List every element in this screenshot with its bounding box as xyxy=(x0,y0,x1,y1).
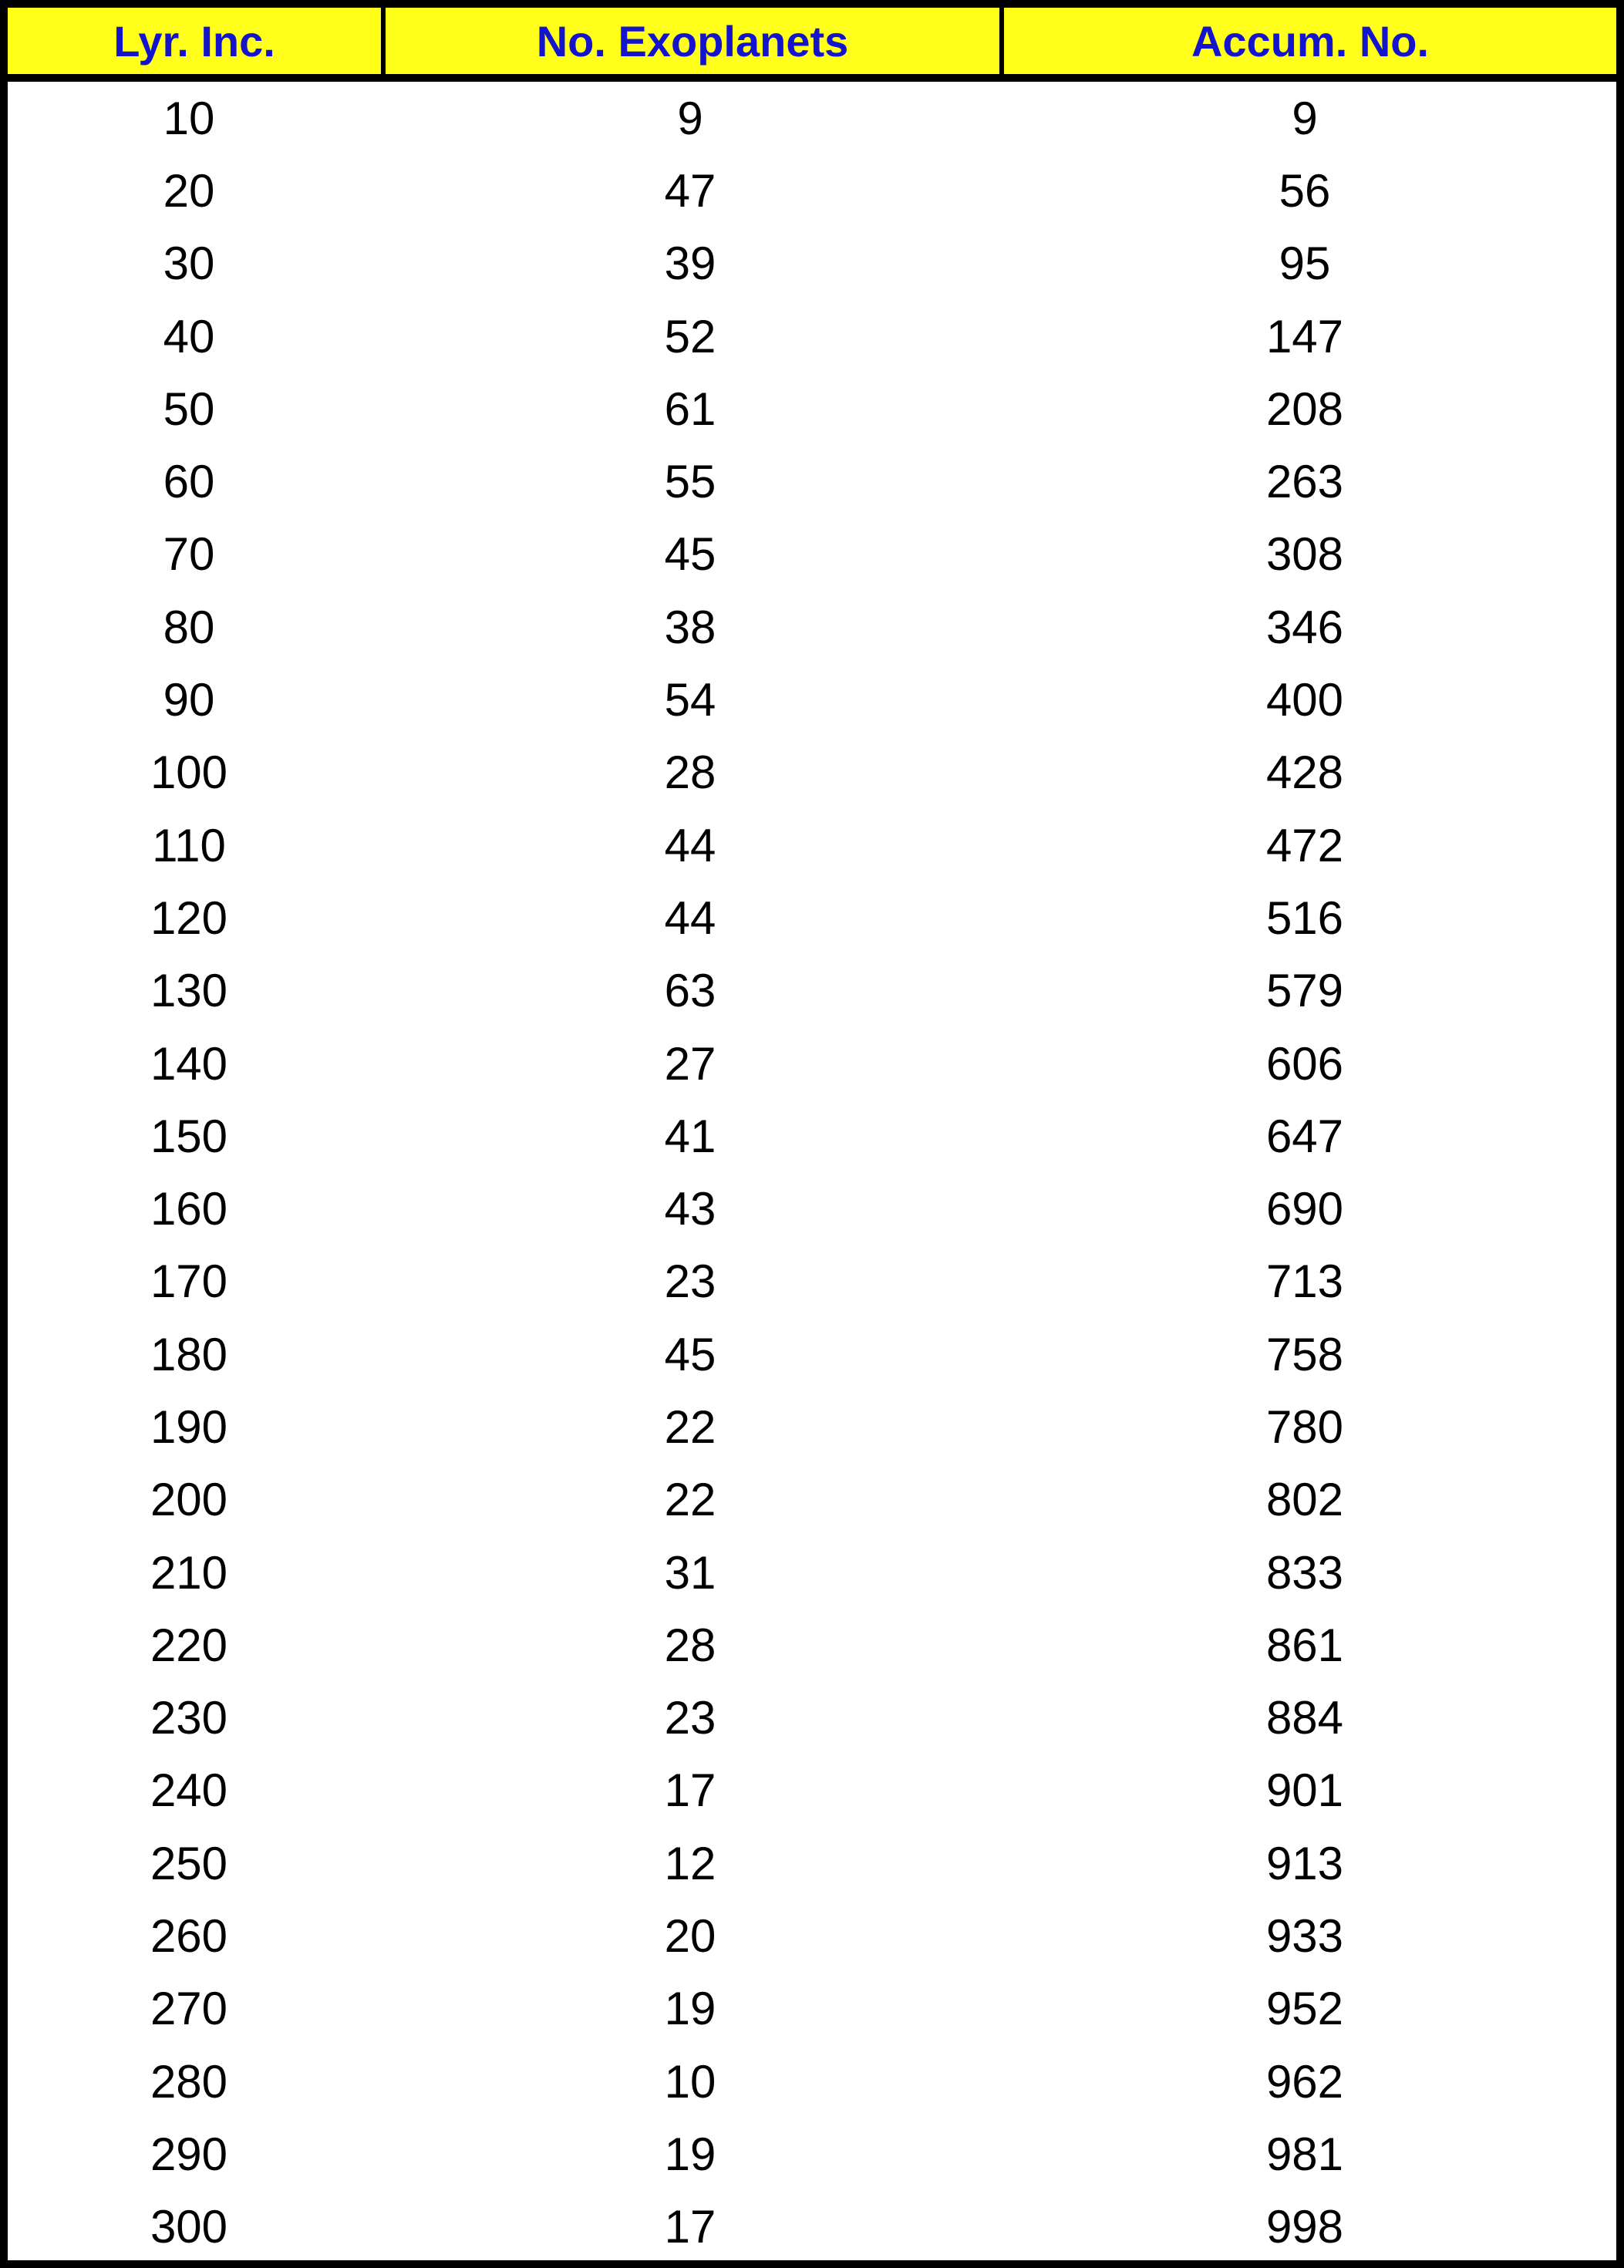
table-row xyxy=(8,809,1616,881)
no-exoplanets-cell: 17 xyxy=(664,2201,716,2253)
table-row xyxy=(8,2118,1616,2190)
accum-no-cell: 346 xyxy=(1265,601,1344,653)
lyr-inc-cell: 70 xyxy=(163,528,215,581)
column-header-no-exoplanets: No. Exoplanets xyxy=(386,8,1004,74)
no-exoplanets-cell: 19 xyxy=(664,1983,716,2035)
no-exoplanets-cell: 54 xyxy=(664,674,716,726)
table-row xyxy=(8,1682,1616,1754)
lyr-inc-cell: 50 xyxy=(163,382,215,435)
no-exoplanets-cell: 20 xyxy=(664,1910,716,1963)
lyr-inc-cell: 10 xyxy=(163,92,215,144)
no-exoplanets-cell: 43 xyxy=(664,1183,716,1235)
table-row xyxy=(8,1899,1616,1972)
lyr-inc-cell: 190 xyxy=(150,1400,228,1453)
table-row xyxy=(8,591,1616,663)
table-row xyxy=(8,1827,1616,1899)
accum-no-cell: 901 xyxy=(1265,1764,1344,1817)
accum-no-cell: 952 xyxy=(1265,1983,1344,2035)
table-row xyxy=(8,1390,1616,1463)
lyr-inc-cell: 290 xyxy=(150,2128,228,2180)
no-exoplanets-cell: 9 xyxy=(677,92,703,144)
no-exoplanets-cell: 63 xyxy=(664,965,716,1017)
table-row xyxy=(8,445,1616,517)
accum-no-cell: 147 xyxy=(1265,310,1344,362)
no-exoplanets-cell: 19 xyxy=(664,2128,716,2180)
accum-no-cell: 861 xyxy=(1265,1619,1344,1671)
lyr-inc-cell: 80 xyxy=(163,601,215,653)
lyr-inc-cell: 20 xyxy=(163,164,215,217)
no-exoplanets-cell: 12 xyxy=(664,1837,716,1889)
no-exoplanets-cell: 22 xyxy=(664,1474,716,1526)
accum-no-cell: 802 xyxy=(1265,1474,1344,1526)
lyr-inc-cell: 40 xyxy=(163,310,215,362)
no-exoplanets-cell: 27 xyxy=(664,1037,716,1090)
accum-no-cell: 428 xyxy=(1265,746,1344,799)
no-exoplanets-cell: 45 xyxy=(664,528,716,581)
lyr-inc-cell: 280 xyxy=(150,2055,228,2108)
accum-no-cell: 400 xyxy=(1265,674,1344,726)
column-header-lyr-inc: Lyr. Inc. xyxy=(8,8,386,74)
lyr-inc-cell: 200 xyxy=(150,1474,228,1526)
table-row xyxy=(8,1027,1616,1100)
lyr-inc-cell: 270 xyxy=(150,1983,228,2035)
accum-no-cell: 56 xyxy=(1279,164,1331,217)
accum-no-cell: 981 xyxy=(1265,2128,1344,2180)
no-exoplanets-cell: 45 xyxy=(664,1328,716,1380)
table-row xyxy=(8,1973,1616,2045)
lyr-inc-cell: 300 xyxy=(150,2201,228,2253)
no-exoplanets-cell: 47 xyxy=(664,164,716,217)
table-header-row xyxy=(8,8,1616,82)
accum-no-cell: 647 xyxy=(1265,1110,1344,1162)
accum-no-cell: 780 xyxy=(1265,1400,1344,1453)
accum-no-cell: 579 xyxy=(1265,965,1344,1017)
accum-no-cell: 933 xyxy=(1265,1910,1344,1963)
table-row xyxy=(8,1464,1616,1536)
table-row xyxy=(8,736,1616,809)
no-exoplanets-cell: 44 xyxy=(664,819,716,871)
table-row xyxy=(8,154,1616,227)
lyr-inc-cell: 160 xyxy=(150,1183,228,1235)
no-exoplanets-cell: 28 xyxy=(664,746,716,799)
accum-no-cell: 713 xyxy=(1265,1255,1344,1308)
table-row xyxy=(8,372,1616,445)
lyr-inc-cell: 130 xyxy=(150,965,228,1017)
no-exoplanets-cell: 31 xyxy=(664,1546,716,1599)
table-row xyxy=(8,1609,1616,1681)
lyr-inc-cell: 140 xyxy=(150,1037,228,1090)
table-body xyxy=(8,82,1616,2263)
no-exoplanets-cell: 10 xyxy=(664,2055,716,2108)
table-row xyxy=(8,518,1616,591)
lyr-inc-cell: 170 xyxy=(150,1255,228,1308)
table-row xyxy=(8,955,1616,1027)
lyr-inc-cell: 30 xyxy=(163,238,215,290)
accum-no-cell: 9 xyxy=(1292,92,1318,144)
no-exoplanets-cell: 38 xyxy=(664,601,716,653)
accum-no-cell: 263 xyxy=(1265,456,1344,508)
accum-no-cell: 690 xyxy=(1265,1183,1344,1235)
table-row xyxy=(8,1754,1616,1827)
no-exoplanets-cell: 44 xyxy=(664,891,716,944)
table-row xyxy=(8,1100,1616,1172)
no-exoplanets-cell: 41 xyxy=(664,1110,716,1162)
no-exoplanets-cell: 28 xyxy=(664,1619,716,1671)
lyr-inc-cell: 240 xyxy=(150,1764,228,1817)
lyr-inc-cell: 110 xyxy=(152,819,226,871)
table-row xyxy=(8,663,1616,736)
lyr-inc-cell: 210 xyxy=(150,1546,228,1599)
accum-no-cell: 308 xyxy=(1265,528,1344,581)
accum-no-cell: 998 xyxy=(1265,2201,1344,2253)
lyr-inc-cell: 60 xyxy=(163,456,215,508)
lyr-inc-cell: 150 xyxy=(150,1110,228,1162)
accum-no-cell: 95 xyxy=(1279,238,1331,290)
lyr-inc-cell: 230 xyxy=(150,1692,228,1744)
no-exoplanets-cell: 55 xyxy=(664,456,716,508)
table-row xyxy=(8,1245,1616,1318)
lyr-inc-cell: 180 xyxy=(150,1328,228,1380)
accum-no-cell: 516 xyxy=(1265,891,1344,944)
table-row xyxy=(8,300,1616,372)
lyr-inc-cell: 100 xyxy=(150,746,228,799)
no-exoplanets-cell: 39 xyxy=(664,238,716,290)
accum-no-cell: 758 xyxy=(1265,1328,1344,1380)
accum-no-cell: 913 xyxy=(1265,1837,1344,1889)
table-row xyxy=(8,1318,1616,1390)
lyr-inc-cell: 250 xyxy=(150,1837,228,1889)
no-exoplanets-cell: 52 xyxy=(664,310,716,362)
no-exoplanets-cell: 23 xyxy=(664,1692,716,1744)
table-row xyxy=(8,1536,1616,1609)
accum-no-cell: 472 xyxy=(1265,819,1344,871)
accum-no-cell: 833 xyxy=(1265,1546,1344,1599)
table-row xyxy=(8,227,1616,300)
lyr-inc-cell: 260 xyxy=(150,1910,228,1963)
accum-no-cell: 884 xyxy=(1265,1692,1344,1744)
accum-no-cell: 606 xyxy=(1265,1037,1344,1090)
table-row xyxy=(8,1172,1616,1245)
no-exoplanets-cell: 17 xyxy=(664,1764,716,1817)
column-header-accum-no: Accum. No. xyxy=(1191,16,1430,66)
lyr-inc-cell: 220 xyxy=(150,1619,228,1671)
lyr-inc-cell: 120 xyxy=(150,891,228,944)
table-row xyxy=(8,2045,1616,2118)
accum-no-cell: 962 xyxy=(1265,2055,1344,2108)
table-row xyxy=(8,82,1616,154)
no-exoplanets-cell: 23 xyxy=(664,1255,716,1308)
table-row xyxy=(8,881,1616,954)
no-exoplanets-cell: 22 xyxy=(664,1400,716,1453)
table-row xyxy=(8,2191,1616,2263)
accum-no-cell: 208 xyxy=(1265,382,1344,435)
lyr-inc-cell: 90 xyxy=(163,674,215,726)
no-exoplanets-cell: 61 xyxy=(664,382,716,435)
